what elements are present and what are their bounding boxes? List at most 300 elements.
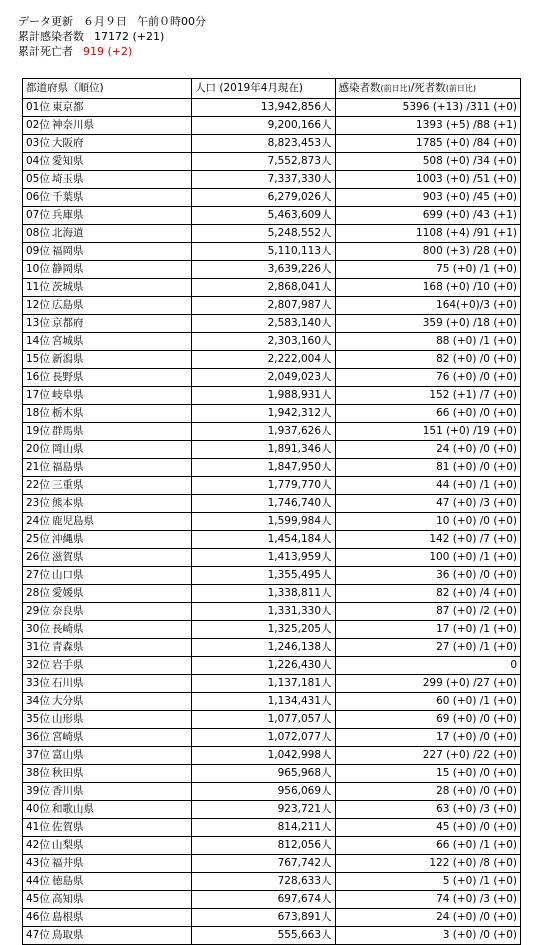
rank: 31位 (26, 641, 50, 653)
prefecture-table (22, 78, 521, 945)
table-row (23, 279, 521, 297)
rank: 19位 (26, 425, 50, 437)
prefecture-name: 石川県 (52, 677, 84, 689)
cases-deaths-cell: 122 (+0) /8 (+0) (335, 855, 520, 873)
cases-deaths-cell: 81 (+0) /0 (+0) (335, 459, 520, 477)
prefecture-cell (23, 135, 192, 153)
population-cell: 555,663人 (192, 927, 335, 945)
header-population: 人口 (2019年4月現在) (192, 79, 335, 99)
cases-deaths-cell: 63 (+0) /3 (+0) (335, 801, 520, 819)
table-row (23, 135, 521, 153)
population-cell: 1,134,431人 (192, 693, 335, 711)
prefecture-name: 京都府 (52, 317, 84, 329)
table-row (23, 99, 521, 117)
prefecture-name: 富山県 (52, 749, 84, 761)
table-row (23, 621, 521, 639)
table-row (23, 531, 521, 549)
rank: 10位 (26, 263, 50, 275)
rank: 39位 (26, 785, 50, 797)
rank: 08位 (26, 227, 50, 239)
prefecture-name: 佐賀県 (52, 821, 84, 833)
prefecture-name: 秋田県 (52, 767, 84, 779)
update-date: ６月９日 (83, 15, 127, 28)
population-cell: 9,200,166人 (192, 117, 335, 135)
prefecture-cell (23, 639, 192, 657)
prefecture-cell (23, 927, 192, 945)
total-infected-value: 17172 (+21) (94, 30, 165, 43)
table-row (23, 747, 521, 765)
population-cell: 6,279,026人 (192, 189, 335, 207)
table-row (23, 459, 521, 477)
prefecture-name: 愛知県 (52, 155, 84, 167)
table-row (23, 801, 521, 819)
prefecture-cell (23, 117, 192, 135)
cases-deaths-cell: 699 (+0) /43 (+1) (335, 207, 520, 225)
cases-deaths-cell: 508 (+0) /34 (+0) (335, 153, 520, 171)
prefecture-name: 岐阜県 (52, 389, 84, 401)
rank: 09位 (26, 245, 50, 257)
rank: 38位 (26, 767, 50, 779)
table-row (23, 369, 521, 387)
prefecture-name: 岩手県 (52, 659, 84, 671)
prefecture-name: 山口県 (52, 569, 84, 581)
prefecture-name: 沖縄県 (52, 533, 84, 545)
prefecture-cell (23, 477, 192, 495)
population-cell: 2,868,041人 (192, 279, 335, 297)
population-cell: 1,599,984人 (192, 513, 335, 531)
table-row (23, 495, 521, 513)
rank: 22位 (26, 479, 50, 491)
rank: 47位 (26, 929, 50, 941)
update-line (18, 14, 206, 29)
cases-deaths-cell: 66 (+0) /1 (+0) (335, 837, 520, 855)
table-row (23, 333, 521, 351)
prefecture-cell (23, 315, 192, 333)
population-cell: 1,338,811人 (192, 585, 335, 603)
table-row (23, 657, 521, 675)
rank: 11位 (26, 281, 50, 293)
prefecture-name: 長崎県 (52, 623, 84, 635)
total-deaths-label: 累計死亡者 (18, 45, 73, 58)
cases-deaths-cell: 60 (+0) /1 (+0) (335, 693, 520, 711)
cases-deaths-cell: 82 (+0) /0 (+0) (335, 351, 520, 369)
cases-deaths-cell: 75 (+0) /1 (+0) (335, 261, 520, 279)
population-cell: 1,988,931人 (192, 387, 335, 405)
cases-deaths-cell: 299 (+0) /27 (+0) (335, 675, 520, 693)
cases-deaths-cell: 5396 (+13) /311 (+0) (335, 99, 520, 117)
table-row (23, 549, 521, 567)
prefecture-name: 東京都 (52, 101, 84, 113)
population-cell: 1,891,346人 (192, 441, 335, 459)
table-row (23, 261, 521, 279)
prefecture-cell (23, 441, 192, 459)
cases-deaths-cell: 152 (+1) /7 (+0) (335, 387, 520, 405)
population-cell: 697,674人 (192, 891, 335, 909)
population-cell: 956,069人 (192, 783, 335, 801)
prefecture-cell (23, 369, 192, 387)
rank: 03位 (26, 137, 50, 149)
table-header-row (23, 79, 521, 99)
table-row (23, 729, 521, 747)
population-cell: 2,807,987人 (192, 297, 335, 315)
population-cell: 1,779,770人 (192, 477, 335, 495)
prefecture-name: 島根県 (52, 911, 84, 923)
cases-deaths-cell: 15 (+0) /0 (+0) (335, 765, 520, 783)
prefecture-cell (23, 279, 192, 297)
rank: 34位 (26, 695, 50, 707)
cases-deaths-cell: 47 (+0) /3 (+0) (335, 495, 520, 513)
population-cell: 1,413,959人 (192, 549, 335, 567)
rank: 43位 (26, 857, 50, 869)
cases-deaths-cell: 24 (+0) /0 (+0) (335, 441, 520, 459)
table-row (23, 153, 521, 171)
total-infected-line (18, 29, 206, 44)
rank: 01位 (26, 101, 50, 113)
cases-deaths-cell: 1785 (+0) /84 (+0) (335, 135, 520, 153)
table-row (23, 891, 521, 909)
header-deaths-diff-label: (前日比) (445, 84, 477, 93)
cases-deaths-cell: 168 (+0) /10 (+0) (335, 279, 520, 297)
population-cell: 5,463,609人 (192, 207, 335, 225)
population-cell: 1,077,057人 (192, 711, 335, 729)
table-row (23, 783, 521, 801)
prefecture-cell (23, 261, 192, 279)
prefecture-cell (23, 603, 192, 621)
rank: 29位 (26, 605, 50, 617)
prefecture-name: 大阪府 (52, 137, 84, 149)
table-row (23, 405, 521, 423)
prefecture-cell (23, 801, 192, 819)
table-row (23, 315, 521, 333)
cases-deaths-cell: 227 (+0) /22 (+0) (335, 747, 520, 765)
cases-deaths-cell: 151 (+0) /19 (+0) (335, 423, 520, 441)
prefecture-cell (23, 819, 192, 837)
rank: 24位 (26, 515, 50, 527)
cases-deaths-cell: 82 (+0) /4 (+0) (335, 585, 520, 603)
population-cell: 1,325,205人 (192, 621, 335, 639)
cases-deaths-cell: 36 (+0) /0 (+0) (335, 567, 520, 585)
population-cell: 5,110,113人 (192, 243, 335, 261)
cases-deaths-cell: 69 (+0) /0 (+0) (335, 711, 520, 729)
cases-deaths-cell: 1393 (+5) /88 (+1) (335, 117, 520, 135)
total-infected-label: 累計感染者数 (18, 30, 84, 43)
prefecture-name: 長野県 (52, 371, 84, 383)
cases-deaths-cell: 1003 (+0) /51 (+0) (335, 171, 520, 189)
population-cell: 923,721人 (192, 801, 335, 819)
rank: 13位 (26, 317, 50, 329)
table-row (23, 225, 521, 243)
cases-deaths-cell: 903 (+0) /45 (+0) (335, 189, 520, 207)
prefecture-name: 兵庫県 (52, 209, 84, 221)
table-row (23, 927, 521, 945)
header-deaths-label: /死者数 (410, 82, 446, 94)
prefecture-name: 鳥取県 (52, 929, 84, 941)
prefecture-name: 北海道 (52, 227, 84, 239)
rank: 44位 (26, 875, 50, 887)
population-cell: 2,303,160人 (192, 333, 335, 351)
rank: 37位 (26, 749, 50, 761)
prefecture-cell (23, 747, 192, 765)
prefecture-cell (23, 333, 192, 351)
cases-deaths-cell: 76 (+0) /0 (+0) (335, 369, 520, 387)
table-row (23, 441, 521, 459)
table-body (23, 99, 521, 945)
header-prefecture-rank: 都道府県（順位) (23, 79, 192, 99)
rank: 06位 (26, 191, 50, 203)
population-cell: 3,639,226人 (192, 261, 335, 279)
table-row (23, 117, 521, 135)
rank: 23位 (26, 497, 50, 509)
prefecture-cell (23, 243, 192, 261)
table-row (23, 189, 521, 207)
rank: 02位 (26, 119, 50, 131)
table-row (23, 423, 521, 441)
cases-deaths-cell: 1108 (+4) /91 (+1) (335, 225, 520, 243)
header-cases-deaths (335, 79, 520, 99)
prefecture-cell (23, 837, 192, 855)
population-cell: 1,937,626人 (192, 423, 335, 441)
table-row (23, 837, 521, 855)
prefecture-name: 熊本県 (52, 497, 84, 509)
rank: 18位 (26, 407, 50, 419)
cases-deaths-cell: 66 (+0) /0 (+0) (335, 405, 520, 423)
prefecture-cell (23, 909, 192, 927)
prefecture-name: 徳島県 (52, 875, 84, 887)
table-row (23, 387, 521, 405)
prefecture-cell (23, 207, 192, 225)
rank: 41位 (26, 821, 50, 833)
table-row (23, 567, 521, 585)
rank: 26位 (26, 551, 50, 563)
prefecture-cell (23, 297, 192, 315)
rank: 28位 (26, 587, 50, 599)
prefecture-name: 愛媛県 (52, 587, 84, 599)
rank: 35位 (26, 713, 50, 725)
population-cell: 1,942,312人 (192, 405, 335, 423)
prefecture-name: 福井県 (52, 857, 84, 869)
population-cell: 1,246,138人 (192, 639, 335, 657)
table-row (23, 585, 521, 603)
prefecture-name: 福岡県 (52, 245, 84, 257)
prefecture-name: 埼玉県 (52, 173, 84, 185)
cases-deaths-cell: 17 (+0) /0 (+0) (335, 729, 520, 747)
population-cell: 1,137,181人 (192, 675, 335, 693)
table-row (23, 603, 521, 621)
population-cell: 5,248,552人 (192, 225, 335, 243)
prefecture-name: 広島県 (52, 299, 84, 311)
prefecture-name: 静岡県 (52, 263, 84, 275)
population-cell: 8,823,453人 (192, 135, 335, 153)
prefecture-name: 三重県 (52, 479, 84, 491)
cases-deaths-cell: 0 (335, 657, 520, 675)
prefecture-name: 福島県 (52, 461, 84, 473)
population-cell: 1,847,950人 (192, 459, 335, 477)
prefecture-cell (23, 171, 192, 189)
table-row (23, 171, 521, 189)
table-row (23, 243, 521, 261)
prefecture-name: 青森県 (52, 641, 84, 653)
cases-deaths-cell: 3 (+0) /0 (+0) (335, 927, 520, 945)
prefecture-name: 茨城県 (52, 281, 84, 293)
cases-deaths-cell: 74 (+0) /3 (+0) (335, 891, 520, 909)
table-row (23, 855, 521, 873)
update-label: データ更新 (18, 15, 73, 28)
cases-deaths-cell: 100 (+0) /1 (+0) (335, 549, 520, 567)
population-cell: 13,942,856人 (192, 99, 335, 117)
prefecture-name: 千葉県 (52, 191, 84, 203)
prefecture-name: 宮崎県 (52, 731, 84, 743)
prefecture-cell (23, 549, 192, 567)
cases-deaths-cell: 5 (+0) /1 (+0) (335, 873, 520, 891)
rank: 12位 (26, 299, 50, 311)
total-deaths-value: 919 (+2) (83, 45, 133, 58)
table-row (23, 351, 521, 369)
prefecture-cell (23, 495, 192, 513)
prefecture-cell (23, 189, 192, 207)
prefecture-cell (23, 387, 192, 405)
prefecture-name: 和歌山県 (52, 803, 94, 815)
prefecture-cell (23, 783, 192, 801)
prefecture-cell (23, 99, 192, 117)
rank: 15位 (26, 353, 50, 365)
table-row (23, 819, 521, 837)
table-row (23, 765, 521, 783)
prefecture-name: 宮城県 (52, 335, 84, 347)
rank: 46位 (26, 911, 50, 923)
population-cell: 812,056人 (192, 837, 335, 855)
population-cell: 2,222,004人 (192, 351, 335, 369)
table-row (23, 873, 521, 891)
cases-deaths-cell: 142 (+0) /7 (+0) (335, 531, 520, 549)
table-row (23, 477, 521, 495)
cases-deaths-cell: 10 (+0) /0 (+0) (335, 513, 520, 531)
prefecture-name: 奈良県 (52, 605, 84, 617)
prefecture-cell (23, 585, 192, 603)
population-cell: 1,746,740人 (192, 495, 335, 513)
table-row (23, 297, 521, 315)
rank: 40位 (26, 803, 50, 815)
population-cell: 728,633人 (192, 873, 335, 891)
prefecture-name: 山梨県 (52, 839, 84, 851)
cases-deaths-cell: 24 (+0) /0 (+0) (335, 909, 520, 927)
prefecture-cell (23, 513, 192, 531)
population-cell: 2,049,023人 (192, 369, 335, 387)
population-cell: 1,042,998人 (192, 747, 335, 765)
population-cell: 767,742人 (192, 855, 335, 873)
rank: 21位 (26, 461, 50, 473)
rank: 05位 (26, 173, 50, 185)
population-cell: 1,226,430人 (192, 657, 335, 675)
rank: 36位 (26, 731, 50, 743)
rank: 07位 (26, 209, 50, 221)
cases-deaths-cell: 800 (+3) /28 (+0) (335, 243, 520, 261)
cases-deaths-cell: 88 (+0) /1 (+0) (335, 333, 520, 351)
population-cell: 965,968人 (192, 765, 335, 783)
prefecture-cell (23, 153, 192, 171)
prefecture-name: 大分県 (52, 695, 84, 707)
prefecture-cell (23, 891, 192, 909)
prefecture-cell (23, 459, 192, 477)
prefecture-cell (23, 621, 192, 639)
rank: 16位 (26, 371, 50, 383)
prefecture-cell (23, 855, 192, 873)
total-deaths-line (18, 44, 206, 59)
table-row (23, 639, 521, 657)
prefecture-cell (23, 405, 192, 423)
update-time: 午前０時00分 (137, 15, 206, 28)
prefecture-cell (23, 711, 192, 729)
table-row (23, 513, 521, 531)
rank: 33位 (26, 677, 50, 689)
rank: 42位 (26, 839, 50, 851)
prefecture-cell (23, 351, 192, 369)
cases-deaths-cell: 27 (+0) /1 (+0) (335, 639, 520, 657)
rank: 32位 (26, 659, 50, 671)
rank: 14位 (26, 335, 50, 347)
prefecture-cell (23, 567, 192, 585)
prefecture-cell (23, 693, 192, 711)
prefecture-name: 岡山県 (52, 443, 84, 455)
population-cell: 2,583,140人 (192, 315, 335, 333)
prefecture-name: 神奈川県 (52, 119, 94, 131)
cases-deaths-cell: 17 (+0) /1 (+0) (335, 621, 520, 639)
cases-deaths-cell: 28 (+0) /0 (+0) (335, 783, 520, 801)
prefecture-cell (23, 729, 192, 747)
rank: 17位 (26, 389, 50, 401)
prefecture-name: 香川県 (52, 785, 84, 797)
prefecture-cell (23, 873, 192, 891)
rank: 20位 (26, 443, 50, 455)
population-cell: 1,331,330人 (192, 603, 335, 621)
table-row (23, 693, 521, 711)
table-row (23, 207, 521, 225)
prefecture-name: 新潟県 (52, 353, 84, 365)
header-cases-diff-label: (前日比) (380, 84, 411, 93)
rank: 27位 (26, 569, 50, 581)
prefecture-name: 栃木県 (52, 407, 84, 419)
cases-deaths-cell: 359 (+0) /18 (+0) (335, 315, 520, 333)
cases-deaths-cell: 44 (+0) /1 (+0) (335, 477, 520, 495)
population-cell: 1,454,184人 (192, 531, 335, 549)
prefecture-name: 滋賀県 (52, 551, 84, 563)
summary-header (18, 14, 206, 59)
population-cell: 1,355,495人 (192, 567, 335, 585)
population-cell: 7,552,873人 (192, 153, 335, 171)
prefecture-name: 高知県 (52, 893, 84, 905)
prefecture-cell (23, 531, 192, 549)
population-cell: 7,337,330人 (192, 171, 335, 189)
prefecture-name: 鹿児島県 (52, 515, 94, 527)
prefecture-cell (23, 675, 192, 693)
prefecture-cell (23, 225, 192, 243)
table-row (23, 675, 521, 693)
prefecture-cell (23, 765, 192, 783)
prefecture-name: 山形県 (52, 713, 84, 725)
cases-deaths-cell: 164(+0)/3 (+0) (335, 297, 520, 315)
rank: 04位 (26, 155, 50, 167)
prefecture-cell (23, 657, 192, 675)
rank: 25位 (26, 533, 50, 545)
cases-deaths-cell: 45 (+0) /0 (+0) (335, 819, 520, 837)
header-cases-label: 感染者数 (338, 82, 381, 94)
cases-deaths-cell: 87 (+0) /2 (+0) (335, 603, 520, 621)
prefecture-name: 群馬県 (52, 425, 84, 437)
table-row (23, 909, 521, 927)
population-cell: 814,211人 (192, 819, 335, 837)
prefecture-cell (23, 423, 192, 441)
table-row (23, 711, 521, 729)
population-cell: 673,891人 (192, 909, 335, 927)
